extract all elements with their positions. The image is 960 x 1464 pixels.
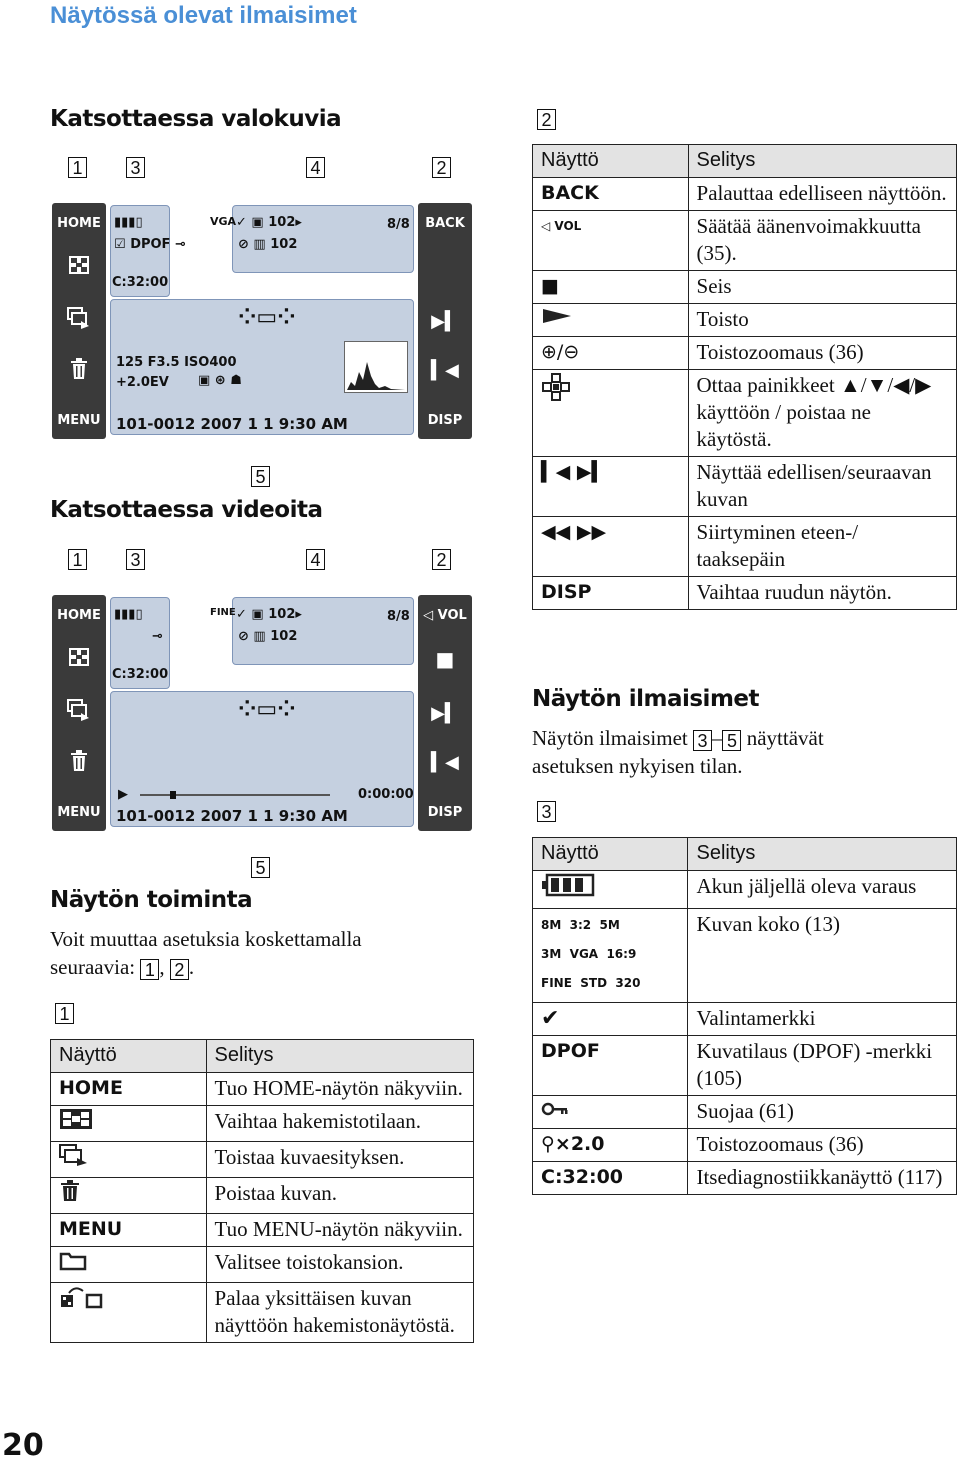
display-disp: DISP	[533, 577, 689, 610]
table-row	[533, 1162, 957, 1195]
display-back: BACK	[533, 178, 689, 211]
page-number: 20	[2, 1428, 44, 1463]
desc-slideshow: Toistaa kuvaesityksen.	[206, 1142, 473, 1178]
trash-icon[interactable]	[52, 358, 106, 384]
label-2: 2	[432, 157, 451, 178]
desc-volume: Säätää äänenvoimakkuutta (35).	[688, 211, 956, 271]
table-header-row	[533, 838, 957, 871]
table1-label: 1	[55, 1003, 74, 1024]
ref-dash: –	[711, 726, 723, 750]
disp-button[interactable]: DISP	[427, 413, 463, 428]
checkmark-icon: ✔	[533, 1003, 688, 1036]
disp-button[interactable]: DISP	[427, 805, 463, 820]
dpof-label: ☑ DPOF ⊸	[114, 237, 186, 252]
vol-label: VOL	[437, 608, 467, 623]
size-320-icon: 320	[615, 976, 641, 990]
video-left-sidebar	[52, 595, 106, 831]
display-menu: MENU	[51, 1214, 207, 1247]
folder-num-1: ✓ ▣ 102▸	[236, 215, 302, 230]
header-display: Näyttö	[533, 838, 688, 871]
header-description: Selitys	[688, 838, 957, 871]
label-1: 1	[68, 549, 87, 570]
desc-index: Vaihtaa hakemistotilaan.	[206, 1106, 473, 1142]
dpof-text: DPOF	[130, 237, 171, 252]
mode-icons: ▣ ⊛ ☗	[198, 373, 242, 388]
display-home: HOME	[51, 1073, 207, 1106]
image-count: 8/8	[387, 609, 410, 624]
table-row	[533, 1036, 957, 1096]
table-row	[533, 1096, 957, 1129]
label-3: 3	[126, 157, 145, 178]
label-1: 1	[68, 157, 87, 178]
desc-dpof: Kuvatilaus (DPOF) -merkki (105)	[688, 1036, 957, 1096]
zoom-icon: ⊕/⊖	[533, 337, 689, 370]
indicators-section-title: Näytön ilmaisimet	[532, 686, 760, 712]
table-header-row	[51, 1040, 474, 1073]
header-display: Näyttö	[51, 1040, 207, 1073]
indicators-text-line-2: asetuksen nykyisen tilan.	[532, 754, 743, 778]
folder-num-text-2: 102	[270, 237, 298, 252]
stop-icon[interactable]: ■	[435, 647, 455, 671]
prev-icon[interactable]: ▍◀	[431, 752, 459, 773]
indicators-text-line-1	[532, 724, 824, 752]
ref-2: 2	[170, 959, 189, 980]
desc-back: Palauttaa edelliseen näyttöön.	[688, 178, 956, 211]
battery-icon	[533, 871, 688, 909]
table-header-row	[533, 145, 957, 178]
prev-icon[interactable]: ▍◀	[431, 360, 459, 381]
operation-text-2: seuraavia:	[50, 955, 136, 979]
header-display: Näyttö	[533, 145, 689, 178]
exposure-info: 125 F3.5 ISO400	[116, 355, 237, 370]
photo-screen	[52, 203, 472, 439]
slideshow-icon[interactable]	[52, 307, 106, 333]
desc-control-buttons: Ottaa painikkeet ▲/▼/◀/▶ käyttöön / poistaa ne käytöstä.	[688, 370, 956, 457]
desc-home: Tuo HOME-näytön näkyviin.	[206, 1073, 473, 1106]
file-date-info: 101-0012 2007 1 1 9:30 AM	[116, 807, 348, 825]
battery-icon: ▮▮▮▯	[114, 607, 143, 622]
slideshow-icon	[51, 1142, 207, 1178]
protect-key-icon: ⊸	[152, 629, 163, 644]
table-3	[532, 837, 957, 1195]
trash-icon	[51, 1178, 207, 1214]
progress-marker[interactable]	[170, 791, 176, 799]
desc-protect: Suojaa (61)	[688, 1096, 957, 1129]
table-row	[533, 211, 957, 271]
size-fine-icon: FINE	[541, 976, 572, 990]
desc-zoom: Toistozoomaus (36)	[688, 1129, 957, 1162]
table-row	[533, 517, 957, 577]
page-header-title: Näytössä olevat ilmaisimet	[50, 2, 357, 29]
table-row	[51, 1142, 474, 1178]
file-date-info: 101-0012 2007 1 1 9:30 AM	[116, 415, 348, 433]
exposure-value: +2.0EV	[116, 375, 169, 390]
fine-size-icon: FINE	[210, 607, 236, 618]
table-row	[533, 871, 957, 909]
folder-icon	[51, 1247, 207, 1283]
menu-button[interactable]: MENU	[57, 413, 101, 428]
desc-image-size: Kuvan koko (13)	[688, 909, 957, 1003]
ref-3: 3	[693, 730, 712, 751]
folder-num-text-1: 102	[268, 215, 296, 230]
control-buttons-icon	[533, 370, 689, 457]
menu-button[interactable]: MENU	[57, 805, 101, 820]
key-icon	[533, 1096, 688, 1129]
indicators-text-2: näyttävät	[746, 726, 824, 750]
stop-icon: ■	[533, 271, 689, 304]
index-icon[interactable]	[52, 255, 106, 279]
size-3m-icon: 3M	[541, 947, 562, 961]
play-status-icon: ▶	[118, 787, 128, 802]
label-5: 5	[251, 857, 270, 878]
battery-icon: ▮▮▮▯	[114, 215, 143, 230]
desc-self-diagnostic: Itsediagnostiikkanäyttö (117)	[688, 1162, 957, 1195]
index-icon	[51, 1106, 207, 1142]
label-4: 4	[306, 549, 325, 570]
desc-trash: Poistaa kuvan.	[206, 1178, 473, 1214]
table-row	[51, 1073, 474, 1106]
volume-button[interactable]: ◁ VOL	[423, 608, 467, 623]
desc-prev-next: Näyttää edellisen/seuraavan kuvan	[688, 457, 956, 517]
table-row	[51, 1178, 474, 1214]
table-row	[533, 370, 957, 457]
folder-num-2: ⊘ ▥ 102	[238, 237, 298, 252]
desc-menu: Tuo MENU-näytön näkyviin.	[206, 1214, 473, 1247]
size-std-icon: STD	[580, 976, 608, 990]
table-row	[533, 271, 957, 304]
label-2: 2	[432, 549, 451, 570]
trash-icon[interactable]	[52, 750, 106, 776]
table-row	[533, 909, 957, 1003]
battery-warning-icon: ⁘▭⁘	[238, 305, 296, 330]
table-row	[533, 577, 957, 610]
zoom-magnifier-icon: ⚲×2.0	[533, 1129, 688, 1162]
next-icon[interactable]: ▶▍	[431, 311, 459, 332]
desc-disp: Vaihtaa ruudun näytön.	[688, 577, 956, 610]
size-3-2-icon: 3:2	[569, 918, 592, 932]
folder-num-text-2: 102	[270, 629, 298, 644]
table-row	[51, 1247, 474, 1283]
label-4: 4	[306, 157, 325, 178]
size-vga-icon: VGA	[569, 947, 599, 961]
prev-next-icon: ▍◀ ▶▍	[533, 457, 689, 517]
progress-bar[interactable]	[140, 794, 330, 796]
desc-zoom: Toistozoomaus (36)	[688, 337, 956, 370]
table-2	[532, 144, 957, 610]
remaining-time: C:32:00	[112, 667, 169, 682]
battery-warning-icon: ⁘▭⁘	[238, 697, 296, 722]
table-row	[51, 1283, 474, 1343]
table2-label: 2	[537, 109, 556, 130]
desc-battery: Akun jäljellä oleva varaus	[688, 871, 957, 909]
label-3: 3	[126, 549, 145, 570]
desc-rewind-forward: Siirtyminen eteen-/ taaksepäin	[688, 517, 956, 577]
desc-checkmark: Valintamerkki	[688, 1003, 957, 1036]
display-dpof: DPOF	[533, 1036, 688, 1096]
single-image-icon	[51, 1283, 207, 1343]
image-count: 8/8	[387, 217, 410, 232]
photo-left-sidebar	[52, 203, 106, 439]
home-button[interactable]: HOME	[57, 216, 101, 231]
photos-section-title: Katsottaessa valokuvia	[50, 106, 342, 132]
folder-num-2: ⊘ ▥ 102	[238, 629, 298, 644]
table-row	[533, 337, 957, 370]
header-description: Selitys	[206, 1040, 473, 1073]
back-button[interactable]: BACK	[425, 216, 465, 231]
header-description: Selitys	[688, 145, 956, 178]
index-icon[interactable]	[52, 647, 106, 671]
desc-single-image: Palaa yksittäisen kuvan näyttöön hakemistonäytöstä.	[206, 1283, 473, 1343]
video-right-sidebar	[418, 595, 472, 831]
table-row	[51, 1214, 474, 1247]
play-icon	[533, 304, 689, 337]
next-icon[interactable]: ▶▍	[431, 703, 459, 724]
table-1	[50, 1039, 474, 1343]
ref-5: 5	[722, 730, 741, 751]
speaker-icon: ◁ VOL	[533, 211, 689, 271]
desc-play: Toisto	[688, 304, 956, 337]
operation-section-title: Näytön toiminta	[50, 887, 253, 913]
operation-text-line-2: seuraavia: 1 , 2 .	[50, 955, 195, 980]
videos-section-title: Katsottaessa videoita	[50, 497, 323, 523]
size-8m-icon: 8M	[541, 918, 562, 932]
ref-1: 1	[140, 959, 159, 980]
table3-label: 3	[537, 801, 556, 822]
size-16-9-icon: 16:9	[606, 947, 637, 961]
table-row	[533, 178, 957, 211]
rewind-forward-icon: ◀◀ ▶▶	[533, 517, 689, 577]
video-screen	[52, 595, 472, 831]
table-row	[533, 304, 957, 337]
remaining-time: C:32:00	[112, 275, 169, 290]
histogram	[344, 341, 408, 393]
operation-text-line-1: Voit muuttaa asetuksia koskettamalla	[50, 927, 362, 951]
image-size-icons	[533, 909, 688, 1003]
table-row	[533, 1003, 957, 1036]
table-row	[533, 457, 957, 517]
vga-size-icon: VGA	[210, 215, 237, 228]
vol-text: VOL	[554, 219, 582, 233]
display-self-diagnostic: C:32:00	[533, 1162, 688, 1195]
table-row	[51, 1106, 474, 1142]
folder-num-1: ✓ ▣ 102▸	[236, 607, 302, 622]
desc-folder: Valitsee toistokansion.	[206, 1247, 473, 1283]
label-5: 5	[251, 466, 270, 487]
desc-stop: Seis	[688, 271, 956, 304]
size-5m-icon: 5M	[599, 918, 620, 932]
elapsed-time: 0:00:00	[358, 787, 414, 802]
home-button[interactable]: HOME	[57, 608, 101, 623]
table-row	[533, 1129, 957, 1162]
slideshow-icon[interactable]	[52, 699, 106, 725]
folder-num-text-1: 102	[268, 607, 296, 622]
zoom-factor: ×2.0	[554, 1133, 605, 1155]
indicators-text-1: Näytön ilmaisimet	[532, 726, 688, 750]
photo-right-sidebar	[418, 203, 472, 439]
